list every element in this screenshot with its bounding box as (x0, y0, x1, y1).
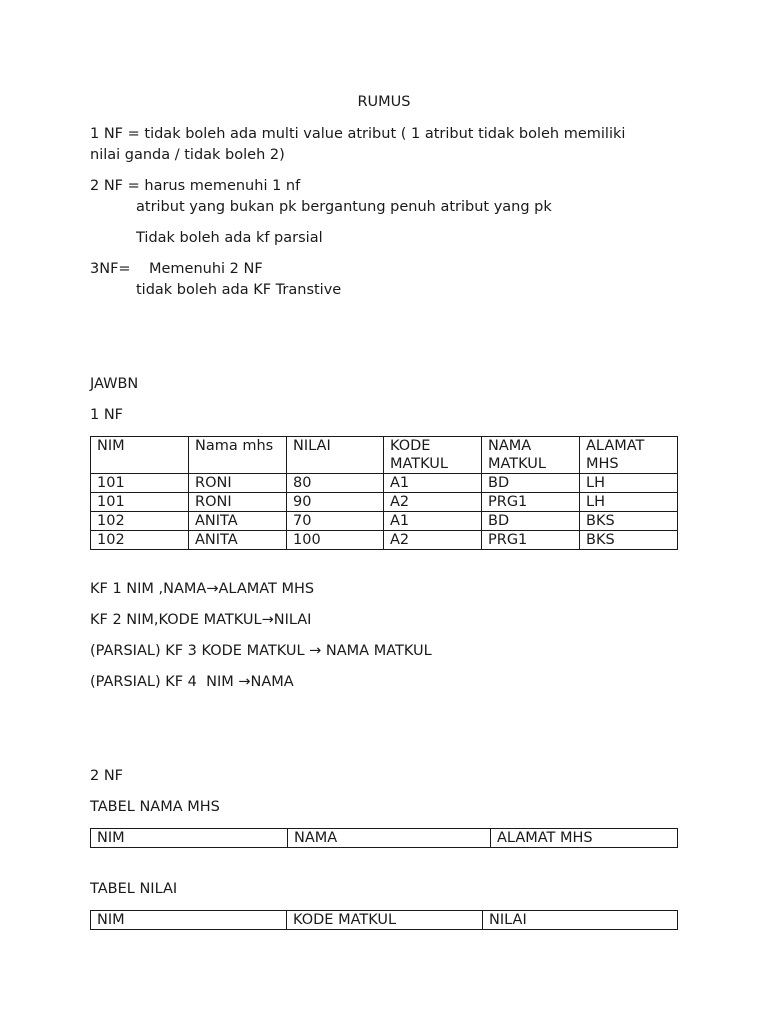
table-cell: 101 (91, 493, 189, 512)
table-row (91, 474, 678, 493)
header-cell: NIM (91, 829, 288, 848)
table-cell: RONI (189, 493, 287, 512)
header-cell: NILAI (287, 437, 384, 474)
nf1-label: 1 NF (90, 407, 124, 423)
kf-2: KF 2 NIM,KODE MATKUL→NILAI (90, 612, 312, 628)
table-nilai (90, 910, 678, 930)
rumus-2nf-line1: 2 NF = harus memenuhi 1 nf (90, 178, 301, 194)
table-cell: 101 (91, 474, 189, 493)
table-row (91, 493, 678, 512)
table-cell: 102 (91, 512, 189, 531)
table-cell: LH (580, 493, 678, 512)
table-cell: PRG1 (482, 493, 580, 512)
table-row (91, 531, 678, 550)
rumus-1nf-line1: 1 NF = tidak boleh ada multi value atribut ( 1 atribut tidak boleh memiliki (90, 126, 626, 142)
table-cell: 100 (287, 531, 384, 550)
page-title: RUMUS (357, 94, 411, 110)
table-cell: A2 (384, 493, 482, 512)
table-1nf (90, 436, 678, 550)
table-header-row (91, 829, 678, 848)
rumus-2nf-line3: Tidak boleh ada kf parsial (136, 230, 323, 246)
kf-3: (PARSIAL) KF 3 KODE MATKUL → NAMA MATKUL (90, 643, 432, 659)
header-cell: NAMA (288, 829, 491, 848)
table-cell: RONI (189, 474, 287, 493)
header-cell: ALAMAT MHS (580, 437, 678, 474)
tabel-nilai-label: TABEL NILAI (90, 881, 178, 897)
table-header-row (91, 911, 678, 930)
rumus-2nf-line2: atribut yang bukan pk bergantung penuh atribut yang pk (136, 199, 552, 215)
table-cell: LH (580, 474, 678, 493)
table-header-row (91, 437, 678, 474)
kf-4: (PARSIAL) KF 4 NIM →NAMA (90, 674, 294, 690)
table-cell: 70 (287, 512, 384, 531)
table-cell: A2 (384, 531, 482, 550)
table-cell: 80 (287, 474, 384, 493)
table-cell: BKS (580, 531, 678, 550)
table-cell: PRG1 (482, 531, 580, 550)
table-cell: BD (482, 512, 580, 531)
rumus-3nf-line1: 3NF= Memenuhi 2 NF (90, 261, 263, 277)
header-cell: ALAMAT MHS (491, 829, 678, 848)
table-cell: A1 (384, 512, 482, 531)
table-cell: BKS (580, 512, 678, 531)
rumus-1nf-line2: nilai ganda / tidak boleh 2) (90, 147, 285, 163)
table-cell: ANITA (189, 512, 287, 531)
header-cell: NIM (91, 911, 287, 930)
tabel-nama-mhs-label: TABEL NAMA MHS (90, 799, 220, 815)
table-cell: BD (482, 474, 580, 493)
header-cell: NILAI (483, 911, 678, 930)
header-cell: NAMA MATKUL (482, 437, 580, 474)
header-cell: NIM (91, 437, 189, 474)
table-cell: ANITA (189, 531, 287, 550)
header-cell: KODE MATKUL (384, 437, 482, 474)
table-cell: 102 (91, 531, 189, 550)
table-cell: 90 (287, 493, 384, 512)
nf2-label: 2 NF (90, 768, 124, 784)
kf-1: KF 1 NIM ,NAMA→ALAMAT MHS (90, 581, 315, 597)
jawaban-label: JAWBN (90, 376, 139, 392)
header-cell: KODE MATKUL (287, 911, 483, 930)
rumus-3nf-line2: tidak boleh ada KF Transtive (136, 282, 342, 298)
table-cell: A1 (384, 474, 482, 493)
header-cell: Nama mhs (189, 437, 287, 474)
table-row (91, 512, 678, 531)
table-nama-mhs (90, 828, 678, 848)
